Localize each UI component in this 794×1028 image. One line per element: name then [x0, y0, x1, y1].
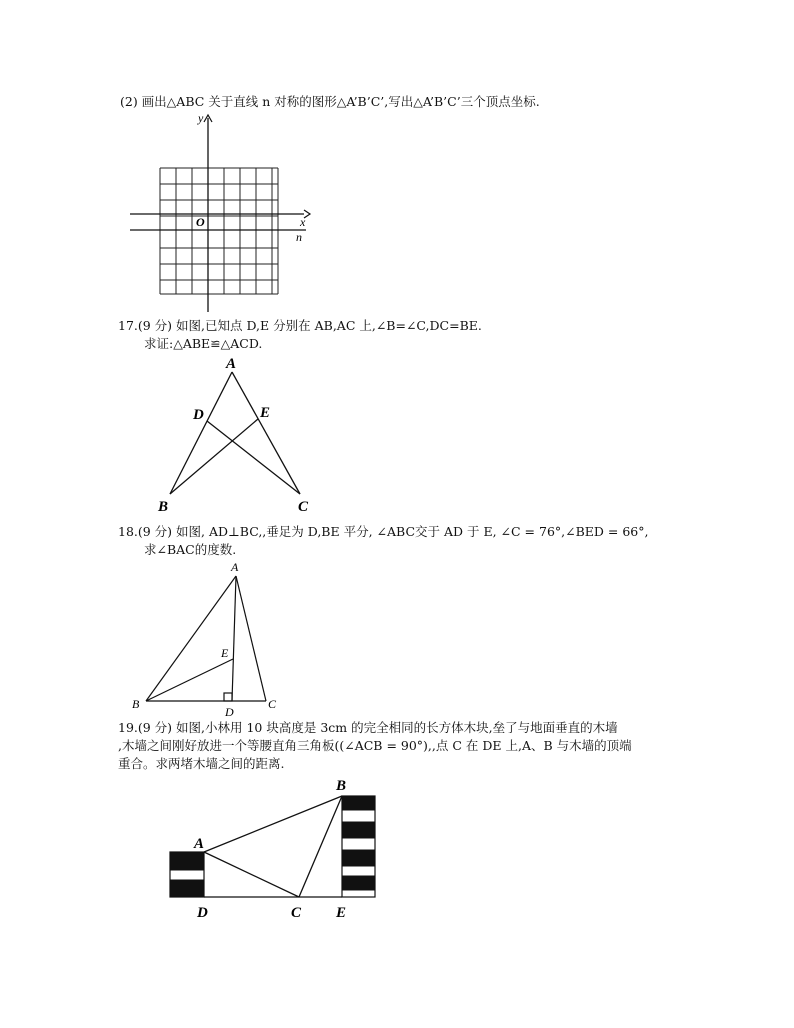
q18-line1: 18.(9 分) 如图, AD⊥BC,,垂足为 D,BE 平分, ∠ABC交于 AD 于 E, ∠C = 76°,∠BED = 66°,: [118, 524, 649, 539]
q19-label-e: E: [336, 905, 347, 921]
q17-label-d: D: [193, 407, 204, 423]
coordinate-grid-figure: [126, 110, 316, 316]
q17-line1: 17.(9 分) 如图,已知点 D,E 分别在 AB,AC 上,∠B=∠C,DC=BE.: [118, 318, 482, 333]
q18-label-c: C: [268, 697, 277, 711]
q19-label-a: A: [194, 836, 205, 852]
q19-wall-figure: [160, 772, 390, 924]
line-n-label: n: [296, 230, 302, 244]
x-axis-label: x: [300, 215, 306, 229]
q16-part2-text: (2) 画出△ABC 关于直线 n 对称的图形△A’B’C’,写出△A’B’C’三个顶点坐标.: [120, 94, 540, 109]
q18-label-e: E: [221, 646, 229, 660]
q19-label-c: C: [291, 905, 302, 921]
q19-line2: ,木墙之间刚好放进一个等腰直角三角板((∠ACB = 90°),,点 C 在 DE 上,A、B 与木墙的顶端: [118, 738, 632, 753]
q19-label-b: B: [336, 778, 347, 794]
q17-line2: 求证:△ABE≌△ACD.: [144, 336, 263, 351]
q17-label-a: A: [226, 356, 237, 372]
q17-label-e: E: [260, 405, 271, 421]
q19-line3: 重合。求两堵木墙之间的距离.: [118, 756, 285, 771]
q18-triangle-figure: [128, 558, 288, 720]
q19-line1: 19.(9 分) 如图,小林用 10 块高度是 3cm 的完全相同的长方体木块,垒了与地面垂直的木墙: [118, 720, 618, 735]
q17-triangle-figure: [150, 352, 330, 516]
grid-lines: [160, 168, 278, 294]
q18-label-d: D: [225, 705, 234, 719]
q18-label-b: B: [132, 697, 140, 711]
q18-label-a: A: [231, 560, 239, 574]
y-axis-label: y: [198, 111, 204, 125]
right-wall: [342, 796, 375, 897]
q18-line2: 求∠BAC的度数.: [144, 542, 237, 557]
origin-label: O: [196, 215, 205, 229]
q19-label-d: D: [197, 905, 208, 921]
left-wall: [170, 852, 204, 897]
q17-label-b: B: [158, 499, 169, 515]
q17-label-c: C: [298, 499, 309, 515]
